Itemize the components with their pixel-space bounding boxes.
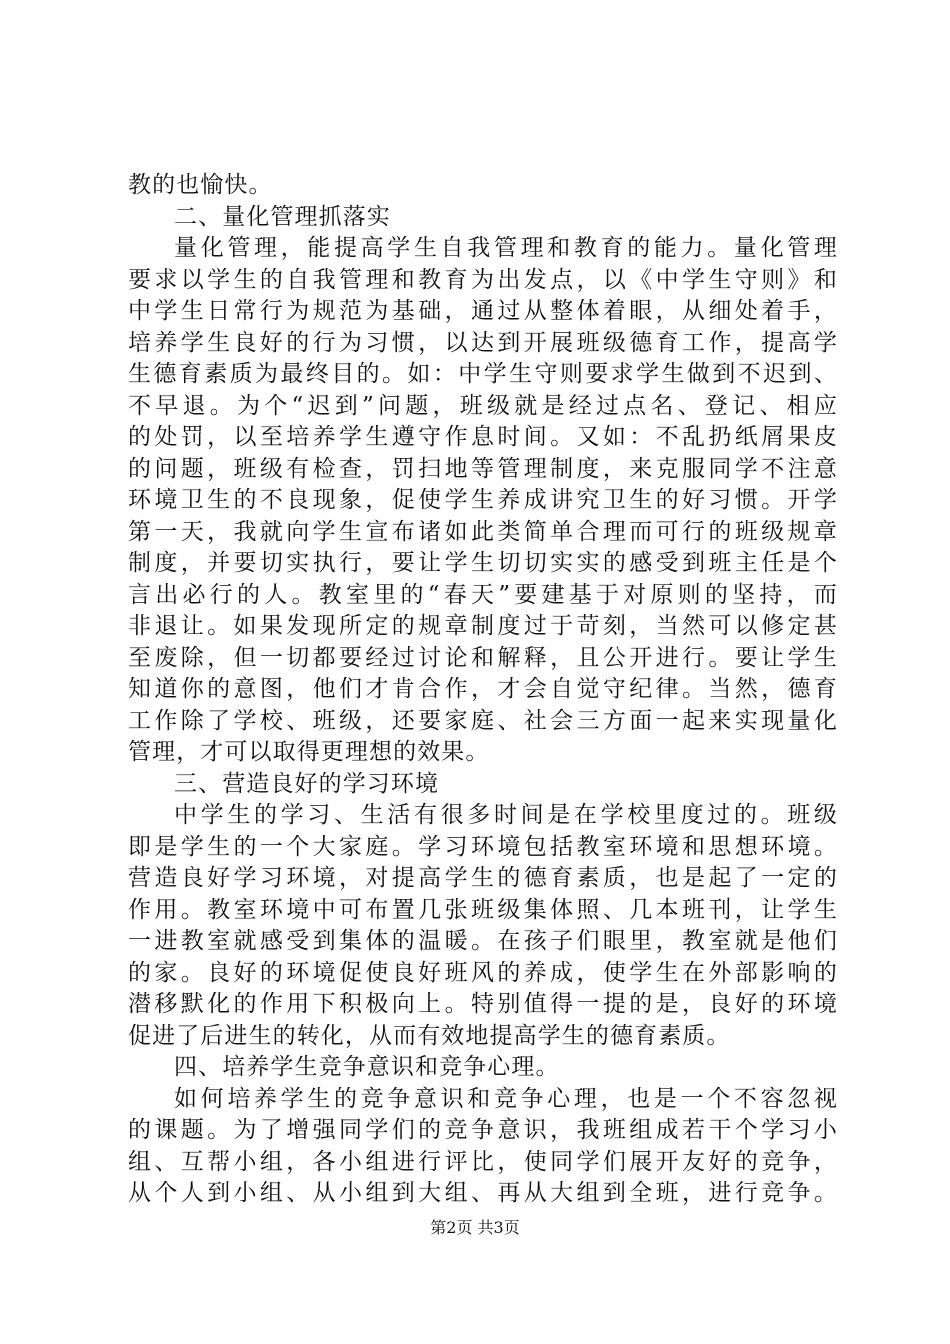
text-line: 环境卫生的不良现象，促使学生养成讲究卫生的好习惯。开学 [128, 487, 838, 513]
text-line: 的家。良好的环境促使良好班风的养成，使学生在外部影响的 [128, 959, 838, 986]
page-footer: 第2页 共3页 [430, 1218, 520, 1237]
text-line: 非退让。如果发现所定的规章制度过于苛刻，当然可以修定甚 [128, 613, 838, 639]
text-line: 第一天，我就向学生宣布诸如此类简单合理而可行的班级规章 [128, 518, 838, 545]
text-line: 制度，并要切实执行，要让学生切切实实的感受到班主任是个 [128, 550, 838, 576]
text-line: 作用。教室环境中可布置几张班级集体照、几本班刊，让学生 [128, 896, 838, 923]
text-line: 四、培养学生竞争意识和竞争心理。 [174, 1054, 560, 1080]
text-line: 教的也愉快。 [128, 172, 273, 198]
text-line: 不早退。为个“迟到”问题，班级就是经过点名、登记、相应 [128, 392, 838, 419]
text-line: 如何培养学生的竞争意识和竞争心理，也是一个不容忽视 [174, 1085, 838, 1112]
text-line: 至废除，但一切都要经过讨论和解释，且公开进行。要让学生 [128, 644, 838, 671]
text-line: 即是学生的一个大家庭。学习环境包括教室环境和思想环境。 [128, 833, 838, 860]
text-line: 营造良好学习环境，对提高学生的德育素质，也是起了一定的 [128, 865, 838, 891]
text-line: 管理，才可以取得更理想的效果。 [128, 739, 490, 765]
text-line: 一进教室就感受到集体的温暖。在孩子们眼里，教室就是他们 [128, 928, 838, 954]
text-line: 量化管理，能提高学生自我管理和教育的能力。量化管理 [174, 235, 838, 261]
text-line: 促进了后进生的转化，从而有效地提高学生的德育素质。 [128, 1022, 731, 1049]
document-body [128, 170, 838, 1210]
text-line: 的处罚，以至培养学生遵守作息时间。又如：不乱扔纸屑果皮 [128, 424, 838, 450]
text-line: 中学生日常行为规范为基础，通过从整体着眼，从细处着手， [128, 298, 838, 324]
text-line: 从个人到小组、从小组到大组、再从大组到全班，进行竞争。 [128, 1180, 838, 1206]
text-line: 言出必行的人。教室里的“春天”要建基于对原则的坚持，而 [128, 581, 838, 608]
text-line: 工作除了学校、班级，还要家庭、社会三方面一起来实现量化 [128, 707, 838, 734]
text-line: 生德育素质为最终目的。如：中学生守则要求学生做到不迟到、 [128, 361, 838, 387]
text-line: 组、互帮小组，各小组进行评比，使同学们展开友好的竞争， [128, 1148, 838, 1175]
text-line: 二、量化管理抓落实 [174, 203, 391, 230]
text-line: 潜移默化的作用下积极向上。特别值得一提的是，良好的环境 [128, 991, 838, 1017]
text-line: 培养学生良好的行为习惯，以达到开展班级德育工作，提高学 [128, 329, 838, 356]
text-line: 的课题。为了增强同学们的竞争意识，我班组成若干个学习小 [128, 1117, 838, 1143]
text-line: 要求以学生的自我管理和教育为出发点，以《中学生守则》和 [128, 266, 838, 293]
text-line: 的问题，班级有检查，罚扫地等管理制度，来克服同学不注意 [128, 455, 838, 482]
text-line: 三、营造良好的学习环境 [174, 770, 440, 797]
text-line: 中学生的学习、生活有很多时间是在学校里度过的。班级 [174, 802, 838, 828]
text-line: 知道你的意图，他们才肯合作，才会自觉守纪律。当然，德育 [128, 676, 838, 702]
